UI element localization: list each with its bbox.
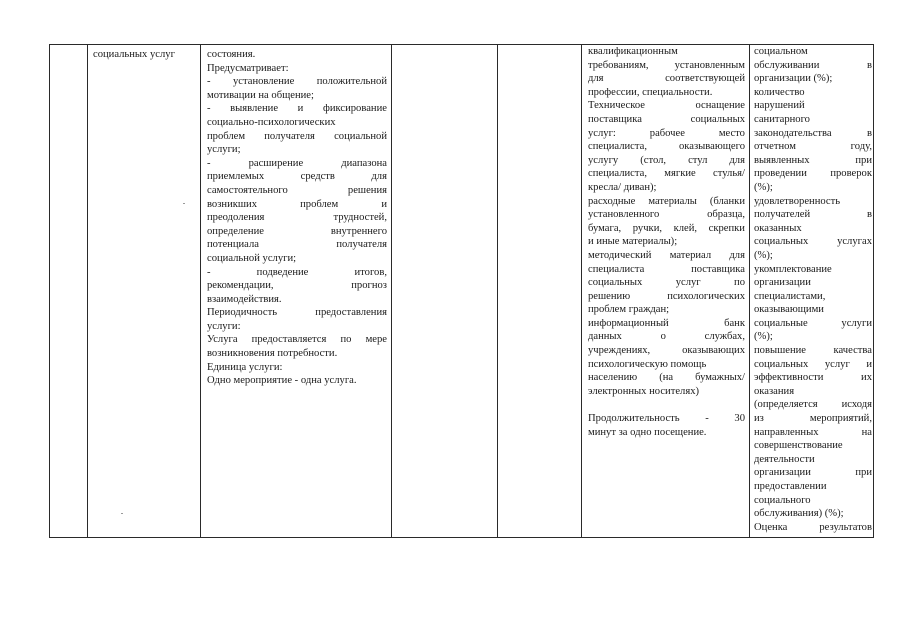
text-line: количество <box>754 86 805 98</box>
text-line: социальных услугах <box>754 236 872 248</box>
text-line: социальных услуг и <box>754 358 872 370</box>
text-line: услуг: рабочее место <box>588 127 745 139</box>
text-line: из мероприятий, <box>754 413 872 425</box>
text-line: санитарного <box>754 113 810 125</box>
text-line: нарушений <box>754 100 805 112</box>
text-line: направленных на <box>754 426 872 438</box>
text-line: установленного образца, <box>588 209 745 221</box>
text-line: специалиста, оказывающего <box>588 141 745 153</box>
text-line: специалиста поставщика <box>588 263 745 275</box>
text-line: Единица услуги: <box>207 361 283 373</box>
text-line: учреждениях, оказывающих <box>588 345 745 357</box>
text-line: кресла/ диван); <box>588 181 657 193</box>
text-line: населению (на бумажных/ <box>588 372 745 384</box>
text-line: электронных носителях) <box>588 385 700 397</box>
table-column-service-description <box>200 45 391 537</box>
text-line: проведении проверок <box>754 168 872 180</box>
text-line: проблем граждан; <box>588 304 670 316</box>
text-line: для соответствующей <box>588 73 745 85</box>
text-line: удовлетворенность <box>754 195 841 207</box>
services-table <box>49 44 874 538</box>
text-line: услуги: <box>207 320 241 332</box>
text-line: социальном <box>754 46 808 57</box>
text-line: состояния. <box>207 49 256 60</box>
text-line: услуги; <box>207 144 241 156</box>
text-line: социального <box>754 494 811 506</box>
text-line: (%); <box>754 249 773 261</box>
text-line: и иные материалы); <box>588 236 678 248</box>
scan-speck <box>121 513 123 514</box>
text-line: - подведение итогов, <box>207 266 387 278</box>
text-line: законодательства в <box>754 127 872 139</box>
text-line: обслуживании в <box>754 59 872 71</box>
service-conditions-text <box>588 45 745 439</box>
text-line: методический материал для <box>588 249 745 261</box>
text-line: отчетном году, <box>754 141 872 153</box>
text-line: получателей в <box>754 209 872 221</box>
text-line: мотивации на общение; <box>207 89 314 101</box>
text-line: специалиста, мягкие стулья/ <box>588 168 745 180</box>
text-line: возникновения потребности. <box>207 348 338 360</box>
text-line: самостоятельного решения <box>207 184 387 196</box>
text-line: решению психологических <box>588 290 745 302</box>
text-line: деятельности <box>754 453 815 465</box>
text-line: Предусматривает: <box>207 62 289 74</box>
text-line: Периодичность предоставления <box>207 307 387 319</box>
text-line: потенциала получателя <box>207 239 387 251</box>
scan-speck <box>183 203 185 204</box>
table-column-number <box>50 45 87 537</box>
text-line: специалистами, <box>754 290 826 302</box>
text-line: обслуживания) (%); <box>754 508 844 520</box>
text-line: Оценка результатов <box>754 521 872 533</box>
text-line: квалификационным <box>588 46 678 57</box>
text-line: возникших проблем и <box>207 198 387 210</box>
text-line: организации <box>754 277 811 289</box>
text-line: взаимодействия. <box>207 293 282 305</box>
text-line: - расширение диапазона <box>207 157 387 169</box>
text-line: (%); <box>754 181 773 193</box>
text-line: Техническое оснащение <box>588 100 745 112</box>
text-line: приемлемых средств для <box>207 171 387 183</box>
text-line: услугу (стол, стул для <box>588 154 745 166</box>
text-line: требованиям, установленным <box>588 59 745 71</box>
text-line: социально-психологических <box>207 116 336 128</box>
text-line: (%); <box>754 331 773 343</box>
text-line: Услуга предоставляется по мере <box>207 334 387 346</box>
table-column-service-conditions <box>581 45 749 537</box>
text-line: минут за одно посещение. <box>588 426 707 438</box>
table-column-empty-2 <box>497 45 581 537</box>
text-line: информационный банк <box>588 317 745 329</box>
text-line: рекомендации, прогноз <box>207 280 387 292</box>
text-line: совершенствование <box>754 440 843 452</box>
text-line: социальной услуги; <box>207 252 297 264</box>
text-line: психологическую помощь <box>588 358 707 370</box>
text-line: организации (%); <box>754 73 833 85</box>
text-line: социальные услуги <box>754 317 872 329</box>
service-name-text: социальных услуг <box>93 49 175 60</box>
text-line: определение внутреннего <box>207 225 387 237</box>
text-line: - установление положительной <box>207 76 387 88</box>
text-line: Продолжительность - 30 <box>588 413 745 425</box>
text-line: проблем получателя социальной <box>207 130 387 142</box>
text-line: повышение качества <box>754 345 872 357</box>
table-column-service-name <box>87 45 200 537</box>
table-column-quality-indicators <box>749 45 875 537</box>
text-line: социальных услуг по <box>588 277 745 289</box>
text-line: данных о службах, <box>588 331 745 343</box>
text-line: оказания <box>754 385 795 397</box>
text-line: оказанных <box>754 222 802 234</box>
text-line: преодоления трудностей, <box>207 212 387 224</box>
text-line: предоставлении <box>754 481 827 492</box>
text-line: (определяется исходя <box>754 399 872 411</box>
text-line: - выявление и фиксирование <box>207 103 387 115</box>
text-line <box>588 398 745 412</box>
table-column-empty-1 <box>391 45 497 537</box>
text-line: профессии, специальности. <box>588 86 713 98</box>
text-line: поставщика социальных <box>588 113 745 125</box>
quality-indicators-text <box>754 45 872 534</box>
text-line: расходные материалы (бланки <box>588 195 745 207</box>
text-line: бумага, ручки, клей, скрепки <box>588 222 745 234</box>
text-line: Одно мероприятие - одна услуга. <box>207 375 357 387</box>
text-line: оказывающими <box>754 304 824 316</box>
text-line: организации при <box>754 467 872 479</box>
service-description-text <box>207 48 387 388</box>
text-line: эффективности их <box>754 372 872 384</box>
text-line: выявленных при <box>754 154 872 166</box>
text-line: укомплектование <box>754 263 832 275</box>
